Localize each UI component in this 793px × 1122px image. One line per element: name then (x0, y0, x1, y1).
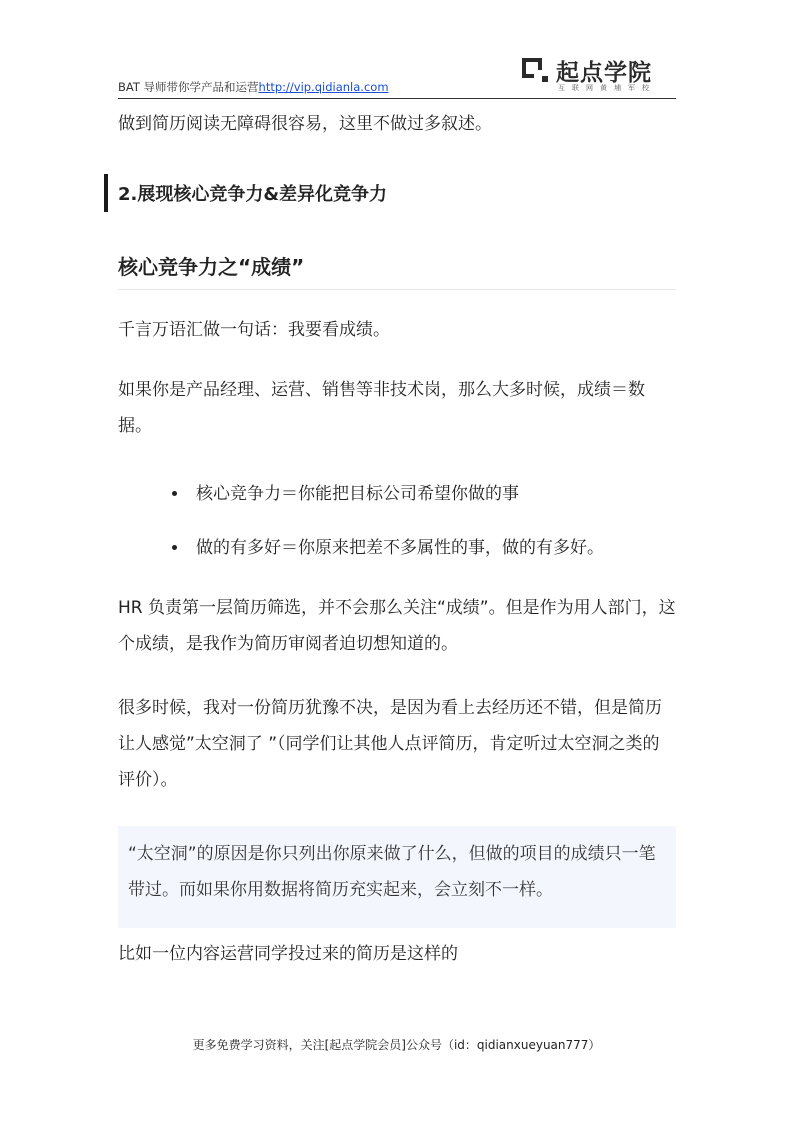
paragraph-2: 如果你是产品经理、运营、销售等非技术岗，那么大多时候，成绩＝数据。 (118, 380, 645, 436)
list-item-text: 做的有多好＝你原来把差不多属性的事，做的有多好。 (196, 538, 604, 558)
logo-mark-icon (522, 58, 542, 78)
logo-slogan: 互联网黄埔军校 (558, 84, 656, 92)
paragraph-5: 比如一位内容运营同学投过来的简历是这样的 (118, 944, 458, 964)
quote-text: “太空洞”的原因是你只列出你原来做了什么，但做的项目的成绩只一笔带过。而如果你用数据将简历充实起来，会立刻不一样。 (128, 844, 656, 900)
header-tagline: BAT 导师带你学产品和运营 (118, 80, 259, 94)
logo-dot (542, 76, 548, 82)
page-header (118, 52, 676, 99)
bullet-icon (172, 491, 177, 496)
page-footer: 更多免费学习资料，关注[起点学院会员]公众号（id：qidianxueyuan777） (192, 1038, 601, 1052)
heading-bar (104, 174, 108, 212)
subheading-text: 核心竞争力之“成绩” (118, 255, 305, 279)
qidian-logo (522, 56, 672, 94)
section-heading (104, 174, 664, 212)
header-text (118, 79, 389, 95)
intro-paragraph: 做到简历阅读无障碍很容易，这里不做过多叙述。 (118, 114, 492, 134)
paragraph-3: HR 负责第一层简历筛选，并不会那么关注“成绩”。但是作为用人部门，这个成绩，是我作为简历审阅者迫切想知道的。 (118, 598, 676, 654)
subheading (118, 250, 676, 290)
logo-name: 起点学院 (556, 60, 652, 86)
section-heading-text: 2.展现核心竞争力&差异化竞争力 (118, 184, 388, 205)
bullet-icon (172, 545, 177, 550)
quote-block (118, 826, 676, 928)
list-item-text: 核心竞争力＝你能把目标公司希望你做的事 (196, 484, 519, 504)
paragraph-4: 很多时候，我对一份简历犹豫不决，是因为看上去经历还不错，但是简历让人感觉”太空洞了 ”（同学们让其他人点评简历，肯定听过太空洞之类的评价）。 (118, 698, 662, 790)
paragraph-1: 千言万语汇做一句话：我要看成绩。 (118, 320, 390, 340)
header-link[interactable]: http://vip.qidianla.com (258, 80, 389, 94)
